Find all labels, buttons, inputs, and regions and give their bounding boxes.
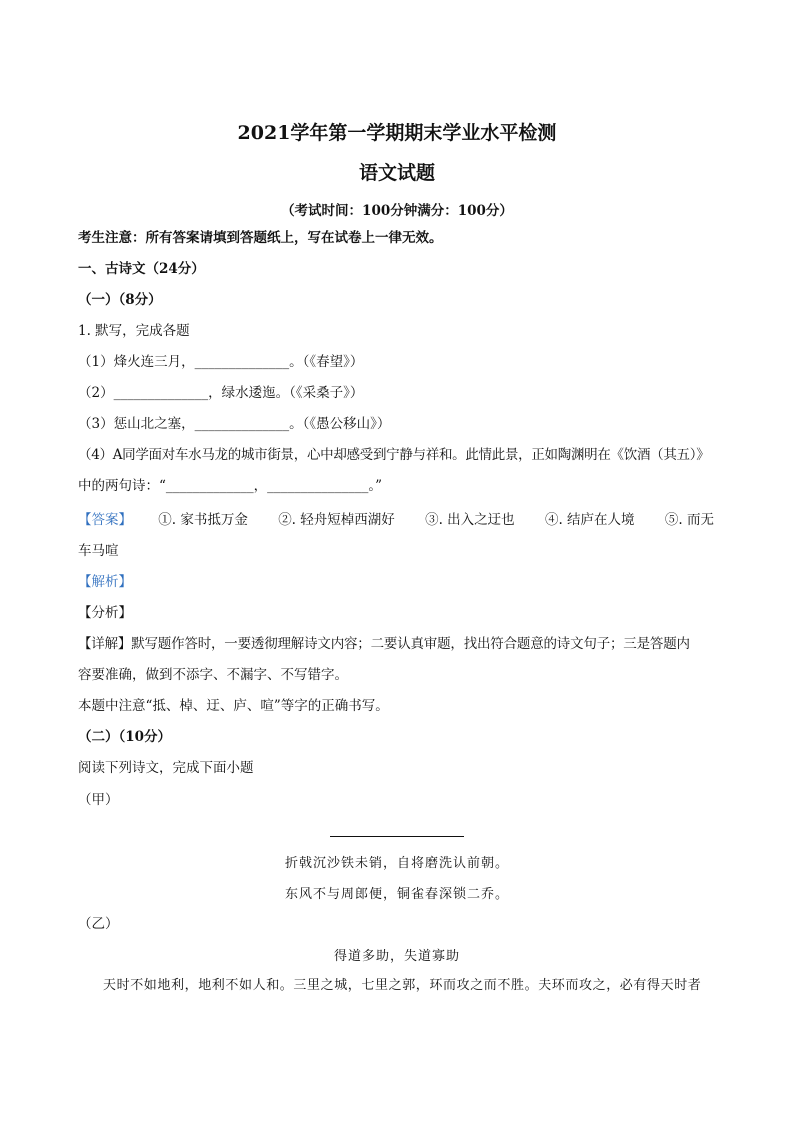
answer-2: ②. 轻舟短棹西湖好 xyxy=(278,512,395,528)
part-heading-1: （一）（8分） xyxy=(78,292,162,308)
poem-line-2: 东风不与周郎便，铜雀春深锁二乔。 xyxy=(284,887,509,902)
question-item-1: （1）烽火连三月，______________。（《春望》） xyxy=(78,354,364,370)
detail-line-2: 容要准确，做到不添字、不漏字、不写错字。 xyxy=(78,667,348,683)
answer-row xyxy=(78,510,714,530)
answer-3: ③. 出入之迂也 xyxy=(425,512,515,528)
answer-1: ①. 家书抵万金 xyxy=(158,512,248,528)
fenxi-label: 【分析】 xyxy=(78,605,132,621)
jia-label: （甲） xyxy=(78,792,119,808)
answer-4: ④. 结庐在人境 xyxy=(544,512,635,528)
answer-label: 【答案】 xyxy=(78,512,132,528)
prose-line-1: 天时不如地利，地利不如人和。三里之城，七里之郭，环而攻之而不胜。夫环而攻之，必有得天时者 xyxy=(103,978,702,993)
prose-title: 得道多助，失道寡助 xyxy=(333,949,460,964)
answer-5: ⑤. 而无 xyxy=(664,512,714,528)
poem-title-blank xyxy=(330,836,464,837)
part-heading-2: （二）（10分） xyxy=(78,729,172,745)
question-item-3: （3）惩山北之塞，______________。（《愚公移山》） xyxy=(78,416,391,432)
question-item-4-line1: （4）A同学面对车水马龙的城市街景，心中却感受到宁静与祥和。此情此景，正如陶渊明在《饮酒（其五）》 xyxy=(78,447,710,463)
page-subtitle: 语文试题 xyxy=(358,162,435,184)
question-title: 1. 默写，完成各题 xyxy=(78,323,190,339)
reading-instruction: 阅读下列诗文，完成下面小题 xyxy=(78,760,254,776)
analysis-label: 【解析】 xyxy=(78,574,132,590)
detail-line-1: 【详解】默写题作答时，一要透彻理解诗文内容；二要认真审题，找出符合题意的诗文句子；三是答题内 xyxy=(78,636,690,652)
answer-continuation: 车马喧 xyxy=(78,543,119,559)
yi-label: （乙） xyxy=(78,916,119,932)
page-title: 2021学年第一学期期末学业水平检测 xyxy=(237,122,557,144)
spelling-note: 本题中注意“抵、棹、迂、庐、喧”等字的正确书写。 xyxy=(78,698,389,714)
section-heading-classical: 一、古诗文（24分） xyxy=(78,261,205,277)
exam-notice: 考生注意：所有答案请填到答题纸上，写在试卷上一律无效。 xyxy=(78,230,443,246)
exam-info: （考试时间：100分钟满分：100分） xyxy=(281,203,513,219)
poem-line-1: 折戟沉沙铁未销，自将磨洗认前朝。 xyxy=(284,856,509,871)
question-item-2: （2）______________，绿水逶迤。（《采桑子》） xyxy=(78,385,364,401)
question-item-4-line2: 中的两句诗：“_____________，_______________。” xyxy=(78,478,383,494)
